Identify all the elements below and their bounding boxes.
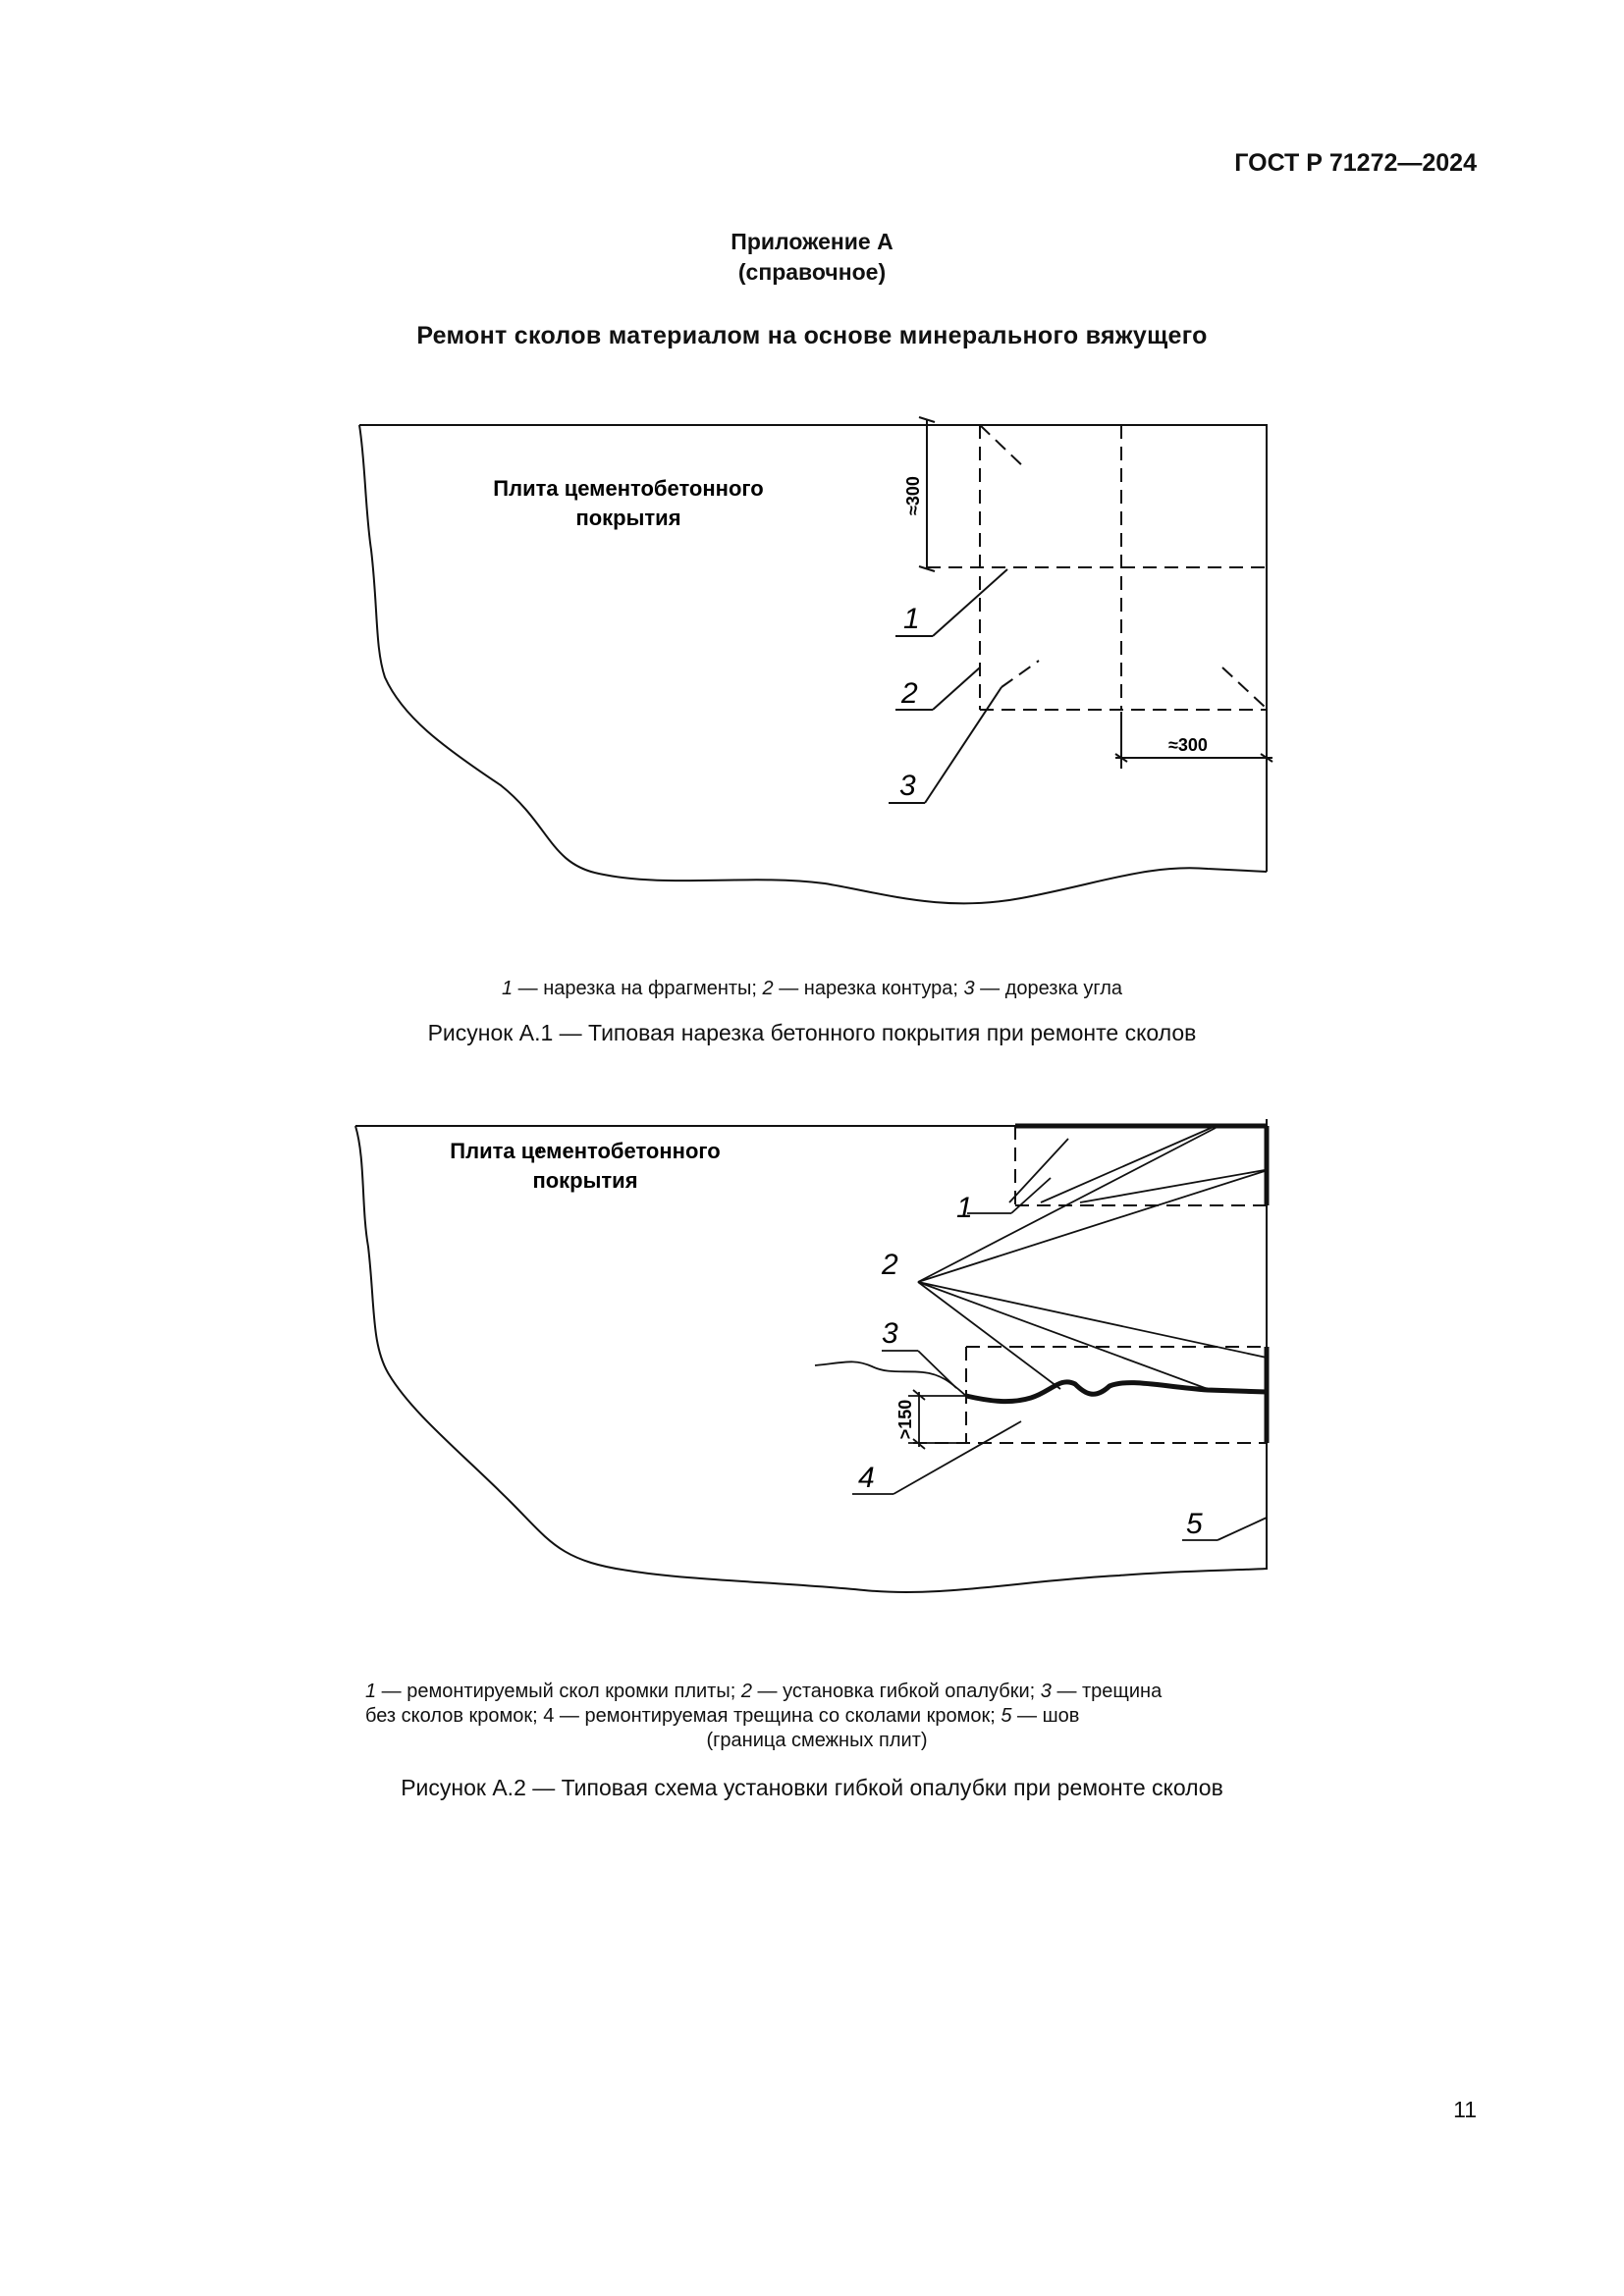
figure-a2-legend [365, 1680, 1269, 1753]
figure-a2-callout-1: 1 [956, 1192, 973, 1224]
figure-a2-legend-t2: — установка гибкой опалубки; [751, 1681, 1041, 1702]
figure-a2-callout-3: 3 [882, 1317, 898, 1350]
figure-a1-legend-n3: 3 [963, 978, 975, 999]
figure-a2-dim-vertical: >150 [895, 1399, 915, 1440]
figure-a2-legend-line1 [365, 1680, 1269, 1704]
figure-a1-slab-label-1: Плита цементобетонного [493, 476, 764, 501]
edge-bold-a2 [966, 1126, 1267, 1443]
figure-a1-callout-3: 3 [899, 770, 916, 802]
page-number: 11 [1453, 2097, 1477, 2122]
figure-a2-legend-n5: 5 [1001, 1705, 1012, 1727]
slab-outline-a2 [355, 1119, 1267, 1592]
figure-a1-caption: Рисунок А.1 — Типовая нарезка бетонного покрытия при ремонте сколов [427, 1020, 1197, 1045]
figure-a1-legend-t1: — нарезка на фрагменты; [513, 978, 763, 999]
figure-a2-legend-t3: — трещина [1051, 1681, 1163, 1702]
figure-a1-legend-t3: — дорезка угла [974, 978, 1122, 999]
figure-a1-callout-2: 2 [901, 677, 918, 710]
figure-a2-legend-n3: 3 [1040, 1681, 1052, 1702]
figure-a1-legend-n1: 1 [502, 978, 514, 999]
figure-a1-legend-n2: 2 [762, 978, 774, 999]
figure-a2-legend-t1: — ремонтируемый скол кромки плиты; [376, 1681, 741, 1702]
section-heading: Ремонт сколов материалом на основе минерального вяжущего [416, 322, 1208, 349]
annex-subtitle: (справочное) [737, 259, 887, 285]
figure-a2-legend-line2 [365, 1704, 1269, 1729]
figure-a1-dim-horizontal: ≈300 [1168, 735, 1208, 755]
figure-a1-legend-t2: — нарезка контура; [773, 978, 964, 999]
figure-a1-slab-label-2: покрытия [575, 506, 681, 530]
figure-a2-caption: Рисунок А.2 — Типовая схема установки гибкой опалубки при ремонте сколов [401, 1775, 1223, 1800]
standard-designation: ГОСТ Р 71272—2024 [1234, 149, 1477, 177]
figure-a2-callout-2: 2 [882, 1249, 898, 1281]
figure-a2-legend-line3: (граница смежных плит) [706, 1730, 928, 1751]
figure-a2-callout-5: 5 [1186, 1508, 1203, 1540]
figure-a1-dim-vertical: ≈300 [903, 476, 923, 515]
figure-a2-slab-label-2: покрытия [532, 1168, 638, 1193]
annex-title: Приложение А [731, 229, 893, 254]
figure-a2-legend-line2-text: без сколов кромок; 4 — ремонтируемая трещина со сколами кромок; [365, 1705, 1001, 1727]
figure-a2-legend-t5: — шов [1011, 1705, 1080, 1727]
figure-a2-legend-n1: 1 [365, 1681, 377, 1702]
figure-a2-slab-label-1: Плита цементобетонного [450, 1139, 721, 1163]
figure-a2-legend-n2: 2 [740, 1681, 752, 1702]
figure-a1-callout-1: 1 [903, 603, 920, 635]
figure-a2-callout-4: 4 [858, 1462, 875, 1494]
